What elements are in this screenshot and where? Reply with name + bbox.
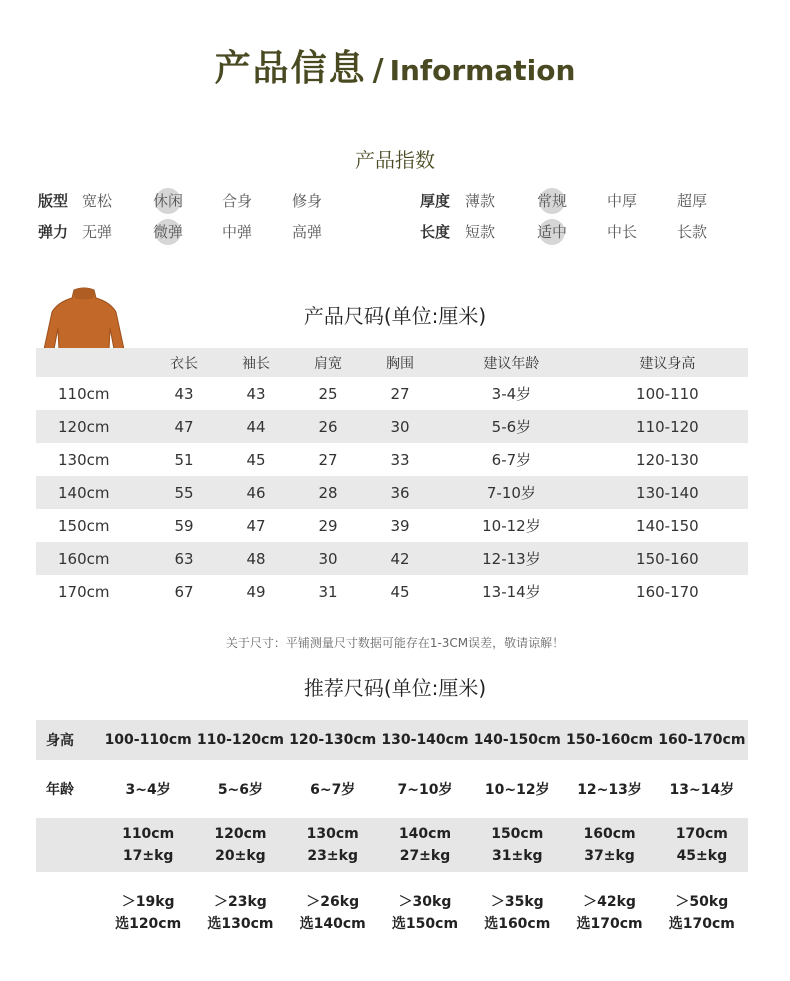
height-cell: 100-110cm [102,720,194,760]
index-option: 超厚 [677,192,708,210]
size-cell: 160-170 [636,582,699,601]
weight-cell-line2: 23±kg [307,848,358,864]
size-cell: 120-130 [636,450,699,469]
table-row [36,443,748,476]
size-cell: 43 [174,384,194,403]
index-label: 版型 [38,192,69,210]
page-title: 产品信息 [214,48,367,89]
index-option: 中厚 [607,192,638,210]
size-cell: 31 [318,582,338,601]
over-cell-line2: 选130cm [207,916,274,932]
size-header-row [36,348,748,377]
height-cell: 140-150cm [471,720,563,760]
weight-cell [194,818,286,872]
size-cell: 48 [220,542,292,575]
over-cell-line1: ＞35kg [490,894,544,910]
weight-cell [102,818,194,872]
recommend-age-row [36,760,748,818]
size-cell: 130cm [58,450,110,469]
recommend-height-row [36,720,748,760]
weight-cell-line1: 150cm [491,826,544,842]
size-table [36,348,748,608]
size-cell: 42 [364,542,436,575]
size-cell: 5-6岁 [436,410,587,443]
weight-cell-line2: 27±kg [399,848,451,864]
age-cell: 6~7岁 [310,782,356,798]
over-cell-line2: 选160cm [484,916,551,932]
size-cell: 170cm [58,582,110,601]
size-cell: 47 [148,410,220,443]
size-header-cell [36,348,148,377]
size-cell: 110-120 [587,410,748,443]
size-cell: 33 [390,450,410,469]
size-header-cell: 衣长 [148,348,220,377]
height-cell: 130-140cm [379,720,471,760]
weight-cell-line1: 120cm [214,826,267,842]
size-cell: 27 [318,450,338,469]
over-cell-line1: ＞26kg [306,894,360,910]
weight-cell-line1: 110cm [122,826,175,842]
size-header-cell: 胸围 [364,348,436,377]
over-cell-line2: 选170cm [668,916,735,932]
table-row [36,542,748,575]
size-note: 关于尺寸：平铺测量尺寸数据可能存在1-3CM误差，敬请谅解！ [225,636,565,650]
size-table-title: 产品尺码(单位:厘米) [303,304,487,328]
size-cell: 100-110 [636,384,699,403]
size-cell: 7-10岁 [436,476,587,509]
size-header-cell: 袖长 [220,348,292,377]
age-cell: 7~10岁 [397,782,453,798]
size-cell: 45 [390,582,410,601]
size-cell: 47 [246,516,266,535]
size-cell: 63 [148,542,220,575]
size-cell: 27 [390,384,410,403]
weight-cell-line2: 37±kg [584,848,635,864]
index-option: 中长 [607,223,638,241]
index-option-selected: 常规 [537,192,568,210]
size-cell: 67 [174,582,194,601]
over-cell-line2: 选170cm [576,916,643,932]
title-slash: / [372,53,384,88]
size-cell: 30 [364,410,436,443]
index-title: 产品指数 [355,148,435,172]
index-option: 修身 [292,192,323,210]
size-cell: 140-150 [636,516,699,535]
page-header [0,40,790,91]
height-cell: 120-130cm [287,720,379,760]
page-title-en: Information [389,54,576,87]
age-cell: 12~13岁 [577,782,642,798]
over-cell [102,878,194,948]
over-cell-line1: ＞19kg [121,894,175,910]
size-header-cell: 建议身高 [587,348,748,377]
index-option: 合身 [222,192,253,210]
size-cell: 39 [390,516,410,535]
table-row [36,575,748,608]
weight-cell-line1: 140cm [398,826,452,842]
weight-cell-line2: 20±kg [215,848,266,864]
size-cell: 55 [148,476,220,509]
size-cell: 43 [246,384,266,403]
recommend-table-title: 推荐尺码(单位:厘米) [303,676,487,700]
table-row [36,509,748,542]
size-cell: 6-7岁 [491,451,532,469]
index-option: 无弹 [82,223,113,241]
size-cell: 160cm [36,542,148,575]
weight-cell-line1: 160cm [583,826,636,842]
age-cell: 13~14岁 [669,782,735,798]
index-option: 短款 [465,223,496,241]
size-cell: 29 [318,516,338,535]
age-label: 年龄 [46,782,74,798]
table-row [36,377,748,410]
over-cell-line1: ＞30kg [398,894,452,910]
height-cell: 160-170cm [656,720,748,760]
size-cell: 10-12岁 [482,517,541,535]
size-cell: 59 [174,516,194,535]
index-option-selected: 休闲 [153,192,184,210]
size-cell: 12-13岁 [436,542,587,575]
weight-label [36,818,102,872]
size-cell: 25 [318,384,338,403]
over-cell [563,878,655,948]
index-option-selected: 微弹 [153,223,184,241]
index-option: 薄款 [465,192,496,210]
size-cell: 130-140 [587,476,748,509]
weight-cell [287,818,379,872]
size-header-cell: 肩宽 [292,348,364,377]
index-label: 厚度 [420,192,451,210]
over-cell-line2: 选120cm [115,916,182,932]
size-cell: 36 [364,476,436,509]
size-cell: 150cm [58,516,110,535]
index-option: 宽松 [82,192,113,210]
weight-cell-line2: 17±kg [122,848,174,864]
size-cell: 28 [292,476,364,509]
size-cell: 30 [292,542,364,575]
index-option: 中弹 [222,223,253,241]
age-cell: 3~4岁 [125,782,171,798]
size-cell: 51 [174,450,194,469]
over-cell [194,878,286,948]
over-label [36,878,102,948]
size-cell: 3-4岁 [491,385,532,403]
over-cell [471,878,563,948]
index-option-selected: 适中 [537,223,568,241]
size-cell: 46 [220,476,292,509]
weight-cell-line1: 170cm [675,826,728,842]
size-cell: 49 [246,582,266,601]
over-cell [379,878,471,948]
table-row [36,410,748,443]
age-cell: 10~12岁 [484,782,550,798]
index-label: 长度 [420,223,451,241]
weight-cell-line1: 130cm [306,826,359,842]
height-label: 身高 [36,720,102,760]
height-cell: 110-120cm [194,720,286,760]
size-cell: 13-14岁 [482,583,541,601]
size-cell: 45 [246,450,266,469]
size-cell: 150-160 [587,542,748,575]
size-header-cell: 建议年龄 [436,348,587,377]
size-cell: 26 [292,410,364,443]
over-cell-line1: ＞23kg [214,894,267,910]
weight-cell-line2: 31±kg [491,848,543,864]
index-label: 弹力 [38,223,69,241]
table-row [36,476,748,509]
age-cell: 5~6岁 [217,782,264,798]
over-cell-line1: ＞42kg [583,894,636,910]
recommend-weight-row [36,818,748,872]
size-cell: 140cm [36,476,148,509]
index-option: 高弹 [292,223,323,241]
size-cell: 44 [220,410,292,443]
weight-cell [656,818,748,872]
size-cell: 110cm [58,384,110,403]
over-cell [287,878,379,948]
recommend-table [36,720,748,948]
index-option: 长款 [677,223,708,241]
recommend-over-row [36,878,748,948]
weight-cell [471,818,563,872]
over-cell-line1: ＞50kg [675,894,729,910]
over-cell [656,878,748,948]
over-cell-line2: 选140cm [299,916,366,932]
weight-cell [563,818,655,872]
height-cell: 150-160cm [563,720,655,760]
weight-cell [379,818,471,872]
over-cell-line2: 选150cm [391,916,459,932]
size-cell: 120cm [36,410,148,443]
weight-cell-line2: 45±kg [676,848,728,864]
